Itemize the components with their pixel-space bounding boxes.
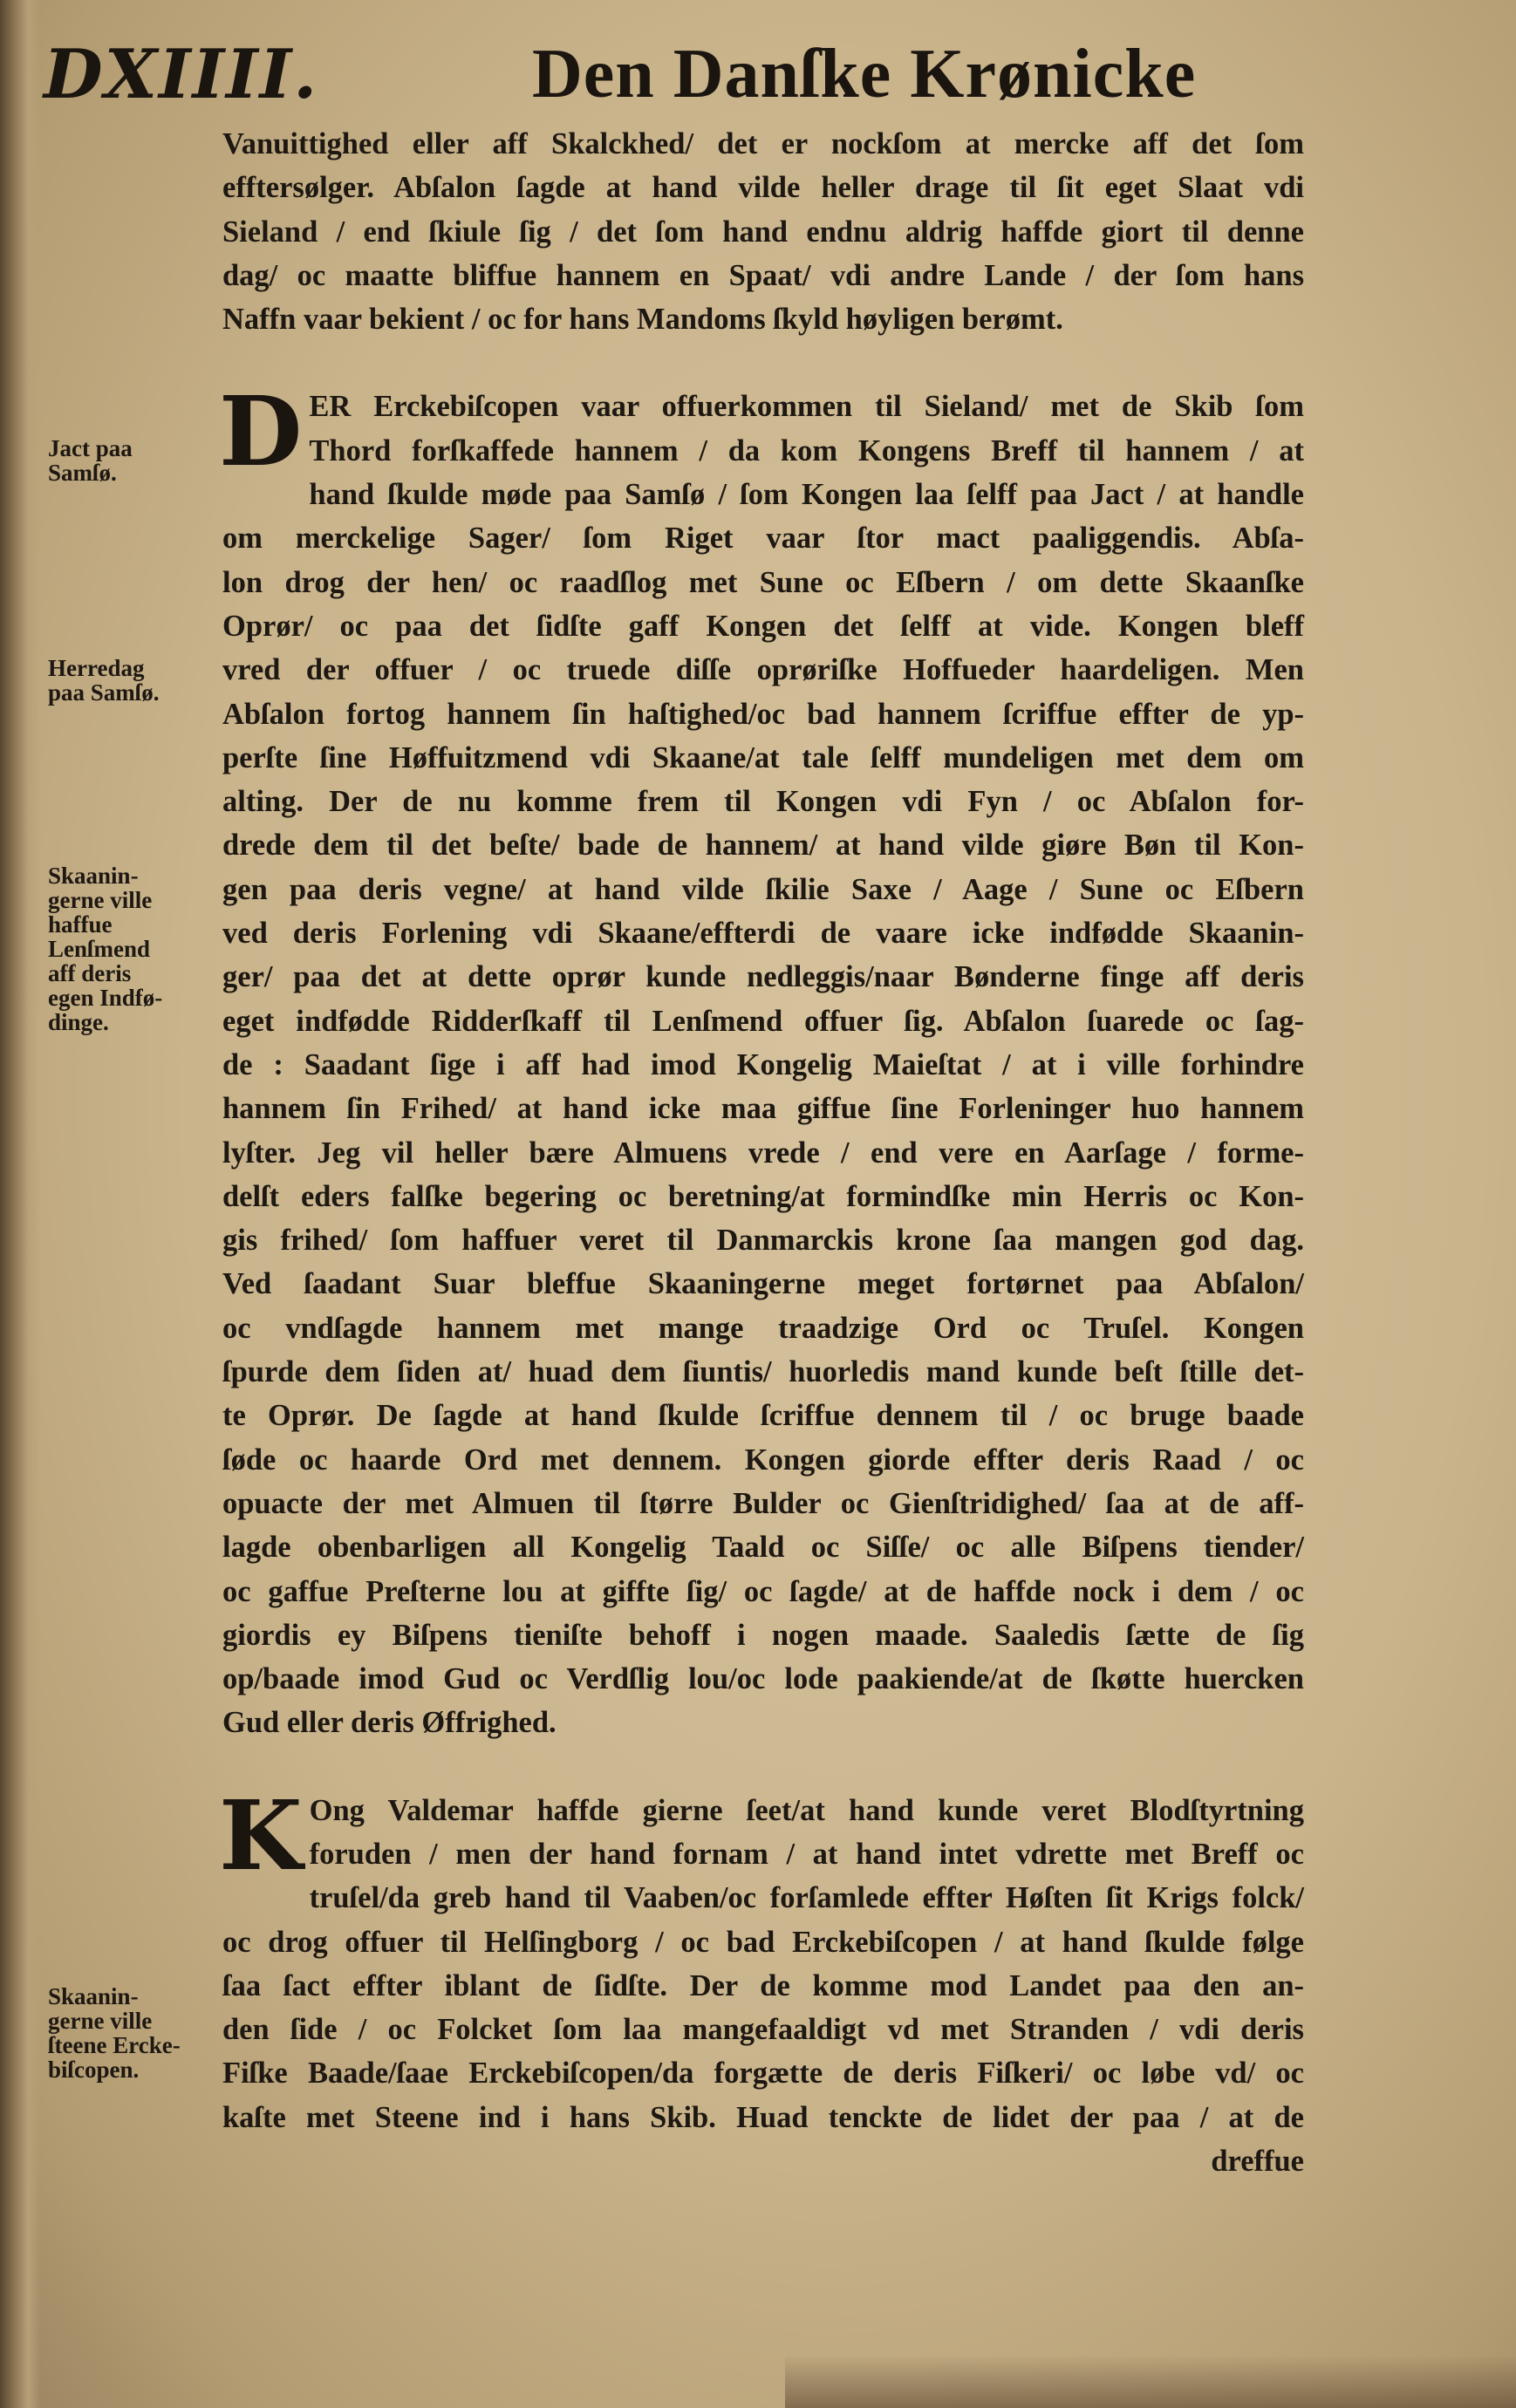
text-line: alting. Der de nu komme frem til Kongen vdi Fyn / oc Abſalon for- [222, 785, 1304, 819]
text-line: hannem ſin Frihed/ at hand icke maa giffue ſine Forleninger huo hannem [222, 1092, 1304, 1126]
margin-note-herredag [48, 656, 214, 705]
text-line: ſøde oc haarde Ord met dennem. Kongen giorde effter deris Raad / oc [222, 1443, 1304, 1477]
text-line: Oprør/ oc paa det ſidſte gaff Kongen det ſelff at vide. Kongen bleff [222, 609, 1304, 643]
margin-note-line: ſteene Ercke- [48, 2032, 181, 2058]
margin-note-skaaningerne-steene [48, 1984, 214, 2082]
text-line: perſte ſine Høffuitzmend vdi Skaane/at tale ſelff mundeligen met dem om [222, 740, 1304, 774]
margin-note-jact [48, 436, 214, 485]
text-line: opuacte der met Almuen til ſtørre Bulder oc Gienſtridighed/ ſaa at de aff- [222, 1486, 1304, 1520]
margin-note-line: biſcopen. [48, 2057, 140, 2083]
margin-note-line: Samſø. [48, 460, 117, 486]
page-bottom-shadow [785, 2355, 1516, 2408]
text-line: hand ſkulde møde paa Samſø / ſom Kongen laa ſelff paa Jact / at handle [309, 478, 1304, 512]
text-line: den ſide / oc Folcket ſom laa mangefaaldigt vd met Stranden / vdi deris [222, 2013, 1304, 2047]
text-line: Abſalon fortog hannem ſin haſtighed/oc bad hannem ſcriffue effter de yp- [222, 697, 1304, 731]
margin-note-line: aff deris [48, 960, 132, 986]
text-line: Gud eller deris Øffrighed. [222, 1706, 557, 1740]
margin-note-line: Lenſmend [48, 936, 151, 962]
text-line: gis frihed/ ſom haffuer veret til Danmarckis krone ſaa mangen god dag. [222, 1224, 1304, 1258]
page-gutter-edge [0, 0, 40, 2408]
text-line: lon drog der hen/ oc raadſlog met Sune oc Eſbern / om dette Skaanſke [222, 565, 1304, 599]
margin-note-skaaningerne-lensmend [48, 863, 214, 1034]
running-title: Den Danſke Krønicke [532, 36, 1197, 113]
text-line: ved deris Forlening vdi Skaane/effterdi de vaare icke indfødde Skaanin- [222, 917, 1304, 951]
text-line: drede dem til det beſte/ bade de hannem/ at hand vilde giøre Bøn til Kon- [222, 829, 1304, 863]
text-line: foruden / men der hand fornam / at hand intet vdrette met Breff oc [309, 1837, 1304, 1871]
text-line: truſel/da greb hand til Vaaben/oc forſamlede effter Høſten ſit Krigs folck/ [309, 1881, 1304, 1915]
margin-note-line: dinge. [48, 1009, 109, 1035]
paragraph-3 [219, 1778, 1304, 2184]
text-line: op/baade imod Gud oc Verdſlig lou/oc lode paakiende/at de ſkøtte huercken [222, 1662, 1304, 1696]
paragraph-1 [222, 122, 1304, 341]
text-line: Ved ſaadant Suar bleffue Skaaningerne meget fortørnet paa Abſalon/ [222, 1267, 1304, 1301]
text-line: Naffn vaar bekient / oc for hans Mandoms ſkyld høyligen berømt. [222, 303, 1063, 337]
margin-note-line: Jact paa [48, 435, 133, 461]
text-line: Ong Valdemar haffde gierne ſeet/at hand kunde veret Blodſtyrtning [309, 1793, 1304, 1827]
text-line: ger/ paa det at dette oprør kunde nedleggis/naar Bønderne finge aff deris [222, 960, 1304, 994]
text-line: om merckelige Sager/ ſom Riget vaar ſtor mact paaliggendis. Abſa- [222, 522, 1304, 556]
margin-note-line: Skaanin- [48, 1983, 139, 2009]
margin-note-line: Skaanin- [48, 863, 139, 889]
text-line: Sieland / end ſkiule ſig / det ſom hand endnu aldrig haffde giort til denne [222, 215, 1304, 249]
text-line: ſpurde dem ſiden at/ huad dem ſiuntis/ huorledis mand kunde beſt ſtille det- [222, 1355, 1304, 1389]
text-line: Fiſke Baade/ſaae Erckebiſcopen/da forgætte de deris Fiſkeri/ oc løbe vd/ oc [222, 2057, 1304, 2091]
text-line: gen paa deris vegne/ at hand vilde ſkilie Saxe / Aage / Sune oc Eſbern [222, 872, 1304, 906]
folio-number: DXIIII. [44, 35, 319, 114]
catchword: dreffue [1211, 2145, 1304, 2179]
page-header [0, 35, 1516, 131]
text-line: vred der offuer / oc truede diſſe oprøriſke Hoffueder haardeligen. Men [222, 653, 1304, 687]
text-line: lyſter. Jeg vil heller bære Almuens vrede / end vere en Aarſage / forme- [222, 1136, 1304, 1170]
text-line: oc gaffue Preſterne lou at giffte ſig/ oc ſagde/ at de haffde nock i dem / oc [222, 1574, 1304, 1608]
text-line: ER Erckebiſcopen vaar offuerkommen til Sieland/ met de Skib ſom [309, 390, 1304, 424]
margin-note-line: haffue [48, 911, 113, 938]
paragraph-gap [222, 1745, 1304, 1789]
paragraph-gap [222, 341, 1304, 385]
margin-note-line: Herredag [48, 655, 145, 681]
text-line: oc drog offuer til Helſingborg / oc bad Erckebiſcopen / at hand ſkulde følge [222, 1925, 1304, 1959]
drop-initial: K [219, 1778, 303, 1892]
text-line: eget indfødde Ridderſkaff til Lenſmend offuer ſig. Abſalon ſuarede oc ſag- [222, 1004, 1304, 1038]
text-line: lagde obenbarligen all Kongelig Taald oc Siſſe/ oc alle Biſpens tiender/ [222, 1531, 1304, 1565]
margin-note-line: gerne ville [48, 2008, 153, 2034]
drop-initial: D [219, 375, 303, 488]
text-line: Thord forſkaffede hannem / da kom Kongens Breff til hannem / at [309, 433, 1304, 467]
paragraph-2 [219, 375, 1304, 1744]
margin-note-line: paa Samſø. [48, 679, 160, 706]
margin-note-line: egen Indfø- [48, 985, 163, 1011]
text-line: efftersølger. Abſalon ſagde at hand vilde heller drage til ſit eget Slaat vdi [222, 171, 1304, 205]
text-line: giordis ey Biſpens tieniſte behoff i nogen maade. Saaledis ſætte de ſig [222, 1618, 1304, 1652]
text-line: oc vndſagde hannem met mange traadzige Ord oc Truſel. Kongen [222, 1311, 1304, 1345]
text-line: ſaa ſact effter iblant de ſidſte. Der de komme mod Landet paa den an- [222, 1968, 1304, 2002]
text-line: Vanuittighed eller aff Skalckhed/ det er nockſom at mercke aff det ſom [222, 127, 1304, 160]
text-line: kaſte met Steene ind i hans Skib. Huad tenckte de lidet der paa / at de [222, 2100, 1304, 2134]
text-line: dag/ oc maatte bliffue hannem en Spaat/ vdi andre Lande / der ſom hans [222, 258, 1304, 292]
main-text-block [219, 122, 1304, 2183]
text-line: delſt eders falſke begering oc beretning/at formindſke min Herris oc Kon- [222, 1179, 1304, 1213]
margin-note-line: gerne ville [48, 887, 153, 913]
text-line: de : Saadant ſige i aff had imod Kongelig Maieſtat / at i ville forhindre [222, 1047, 1304, 1081]
text-line: te Oprør. De ſagde at hand ſkulde ſcriffue dennem til / oc bruge baade [222, 1399, 1304, 1433]
